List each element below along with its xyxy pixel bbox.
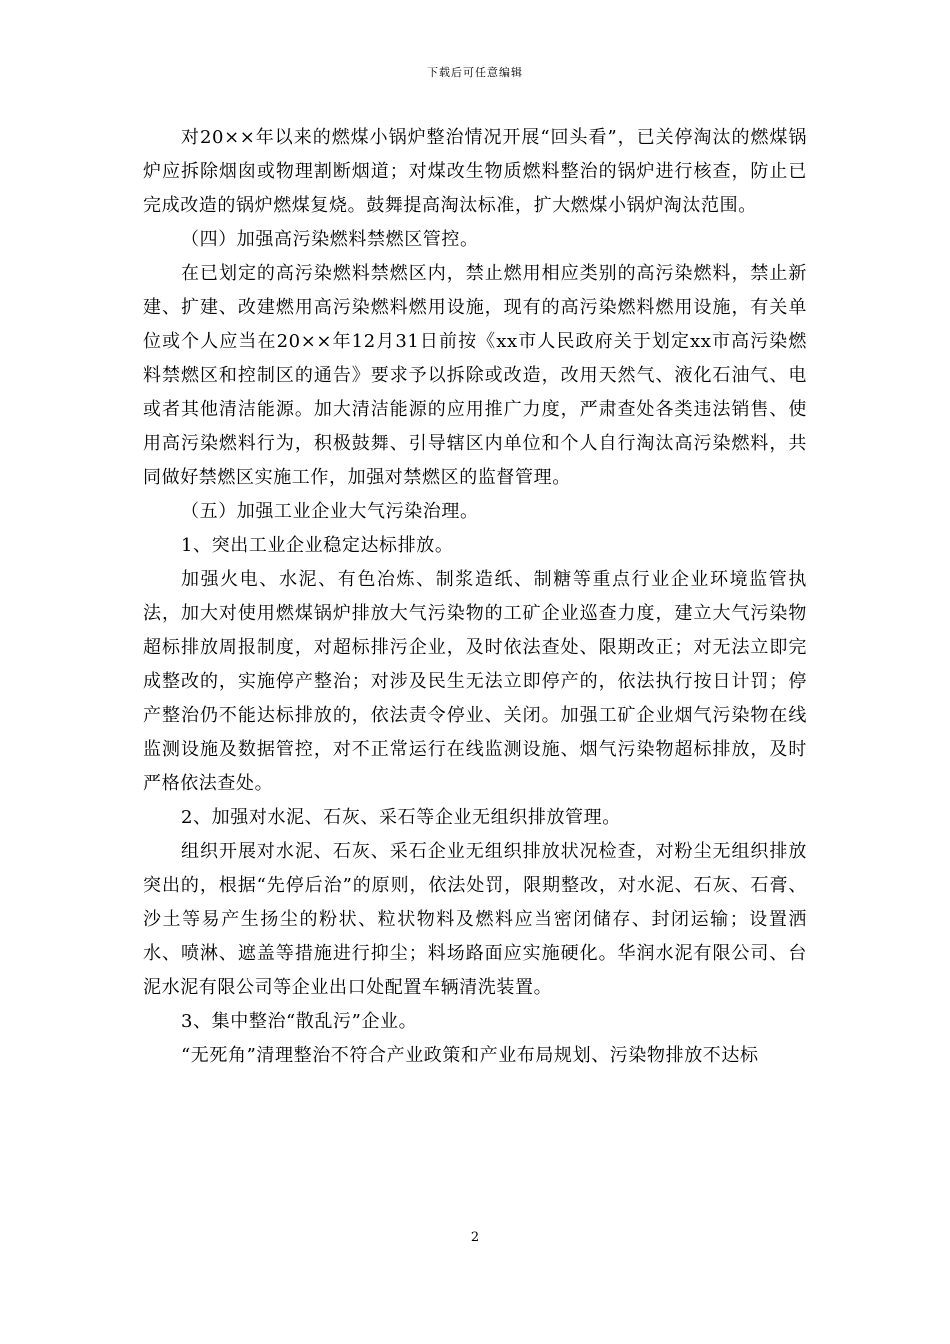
subheading-3: 3、集中整治“散乱污”企业。 xyxy=(181,1011,418,1032)
subheading-1: 1、突出工业企业稳定达标排放。 xyxy=(181,535,454,556)
document-body xyxy=(143,121,807,1073)
paragraph-fugitive-emissions: 组织开展对水泥、石灰、采石企业无组织排放状况检查，对粉尘无组织排放突出的，根据“先停后治”的原则，依法处罚，限期整改，对水泥、石灰、石膏、沙土等易产生扬尘的粉状、粒状物料及燃料应当密闭储存、封闭运输；设置洒水、喷淋、遮盖等措施进行抑尘；料场路面应实施硬化。华润水泥有限公司、台泥水泥有限公司等企业出口处配置车辆清洗装置。 xyxy=(143,841,807,998)
paragraph-industrial-emissions: 加强火电、水泥、有色冶炼、制浆造纸、制糖等重点行业企业环境监管执法，加大对使用燃煤锅炉排放大气污染物的工矿企业巡查力度，建立大气污染物超标排放周报制度，对超标排污企业，及时依法查处、限期改正；对无法立即完成整改的，实施停产整治；对涉及民生无法立即停产的，依法执行按日计罚；停产整治仍不能达标排放的，依法责令停业、关闭。加强工矿企业烟气污染物在线监测设施及数据管控，对不正常运行在线监测设施、烟气污染物超标排放，及时严格依法查处。 xyxy=(143,569,807,794)
section-heading-5: （五）加强工业企业大气污染治理。 xyxy=(181,501,479,522)
paragraph-no-burn-zone: 在已划定的高污染燃料禁燃区内，禁止燃用相应类别的高污染燃料，禁止新建、扩建、改建燃用高污染燃料燃用设施，现有的高污染燃料燃用设施，有关单位或个人应当在20××年12月31日前按《xx市人民政府关于划定xx市高污染燃料禁燃区和控制区的通告》要求予以拆除或改造，改用天然气、液化石油气、电或者其他清洁能源。加大清洁能源的应用推广力度，严肃查处各类违法销售、使用高污染燃料行为，积极鼓舞、引导辖区内单位和个人自行淘汰高污染燃料，共同做好禁燃区实施工作，加强对禁燃区的监督管理。 xyxy=(143,263,807,488)
page-header: 下载后可任意编辑 xyxy=(427,66,523,79)
paragraph-cleanup: “无死角”清理整治不符合产业政策和产业布局规划、污染物排放不达标 xyxy=(181,1045,759,1066)
subheading-2: 2、加强对水泥、石灰、采石等企业无组织排放管理。 xyxy=(181,807,621,828)
paragraph-boiler-review: 对20××年以来的燃煤小锅炉整治情况开展“回头看”，已关停淘汰的燃煤锅炉应拆除烟囱或物理割断烟道；对煤改生物质燃料整治的锅炉进行核查，防止已完成改造的锅炉燃煤复烧。鼓舞提高淘汰标准，扩大燃煤小锅炉淘汰范围。 xyxy=(143,127,807,216)
page-number: 2 xyxy=(470,1230,480,1245)
section-heading-4: （四）加强高污染燃料禁燃区管控。 xyxy=(181,229,479,250)
